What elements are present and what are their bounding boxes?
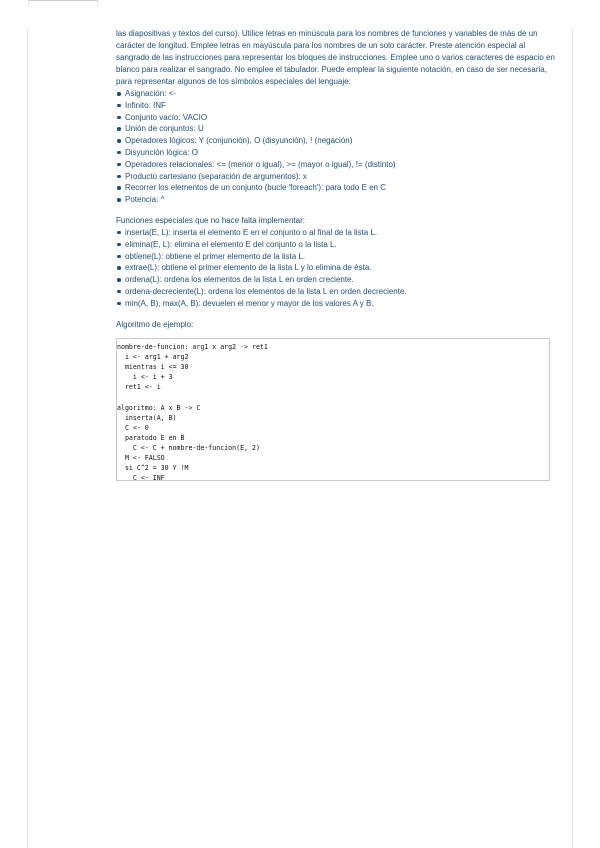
list-item: Potencia: ^ xyxy=(125,194,556,206)
list-item: obtiene(L): obtiene el primer elemento de la lista L. xyxy=(125,251,556,263)
list-item: Operadores lógicos: Y (conjunción), O (disyunción), ! (negación) xyxy=(125,135,556,147)
list-item: Infinito: INF xyxy=(125,100,556,112)
list-item: Unión de conjuntos: U xyxy=(125,123,556,135)
list-item: Operadores relacionales: <= (menor o igual), >= (mayor o igual), != (distinto) xyxy=(125,159,556,171)
top-tab-edge xyxy=(28,0,98,5)
list-item: Recorrer los elementos de un conjunto (bucle 'foreach'): para todo E en C xyxy=(125,182,556,194)
code-line: si C^2 = 30 Y !M xyxy=(117,464,189,473)
functions-heading: Funciones especiales que no hace falta implementar: xyxy=(116,215,305,225)
intro-paragraph: las diapositivas y textos del curso). Utilice letras en minúscula para los nombres de funciones y variables de más de un carácter de longitud. Emplee letras en mayúscula para los nombres de un solo carácter. Preste atención especial al sangrado de las instrucciones para representar los bloques de instrucciones. Emplee uno o varios caracteres de espacio en blanco para realizar el sangrado. No emplee el tabulador. Puede emplear la siguiente notación, en caso de ser necesaria, para representar algunos de los símbolos especiales del lenguaje: xyxy=(116,29,555,86)
list-item: min(A, B), max(A, B): devuelen el menor y mayor de los valores A y B. xyxy=(125,298,556,310)
list-item: ordena(L): ordena los elementos de la lista L en orden creciente. xyxy=(125,274,556,286)
list-item: Producto cartesiano (separación de argumentos): x xyxy=(125,171,556,183)
code-line: paratodo E en B xyxy=(117,433,185,442)
list-item: Disyunción lógica: O xyxy=(125,147,556,159)
list-item: extrae(L): obtiene el primer elemento de la lista L y lo elimina de ésta. xyxy=(125,262,556,274)
code-line: ret1 <- i xyxy=(117,383,161,392)
notation-list xyxy=(116,88,556,206)
code-block xyxy=(117,339,549,483)
list-item: Asignación: <- xyxy=(125,88,556,100)
list-item: Conjunto vacío: VACIO xyxy=(125,112,556,124)
list-item: elimina(E, L): elimina el elemento E del conjunto o la lista L. xyxy=(125,239,556,251)
code-line: C <- C + nombre-de-funcion(E, 2) xyxy=(117,443,260,452)
functions-list xyxy=(116,227,556,310)
code-line: mientras i <= 30 xyxy=(117,363,189,372)
code-line: algoritmo: A x B -> C xyxy=(117,403,201,412)
code-example-box xyxy=(116,338,550,481)
list-item: inserta(E, L): inserta el elemento E en el conjunto o al final de la lista L. xyxy=(125,227,556,239)
code-line: M <- FALSO xyxy=(117,454,165,463)
code-line: C <- 0 xyxy=(117,423,149,432)
example-heading: Algoritmo de ejemplo: xyxy=(116,319,194,329)
code-line: inserta(A, B) xyxy=(117,413,177,422)
code-line: C <- INF xyxy=(117,474,165,483)
document-content xyxy=(116,28,556,331)
code-line: i <- arg1 + arg2 xyxy=(117,353,189,362)
code-line: nombre-de-funcion: arg1 x arg2 -> ret1 xyxy=(117,343,268,351)
list-item: ordena-decreciente(L): ordena los elementos de la lista L en orden decreciente. xyxy=(125,286,556,298)
code-line: i <- i + 3 xyxy=(117,373,173,382)
